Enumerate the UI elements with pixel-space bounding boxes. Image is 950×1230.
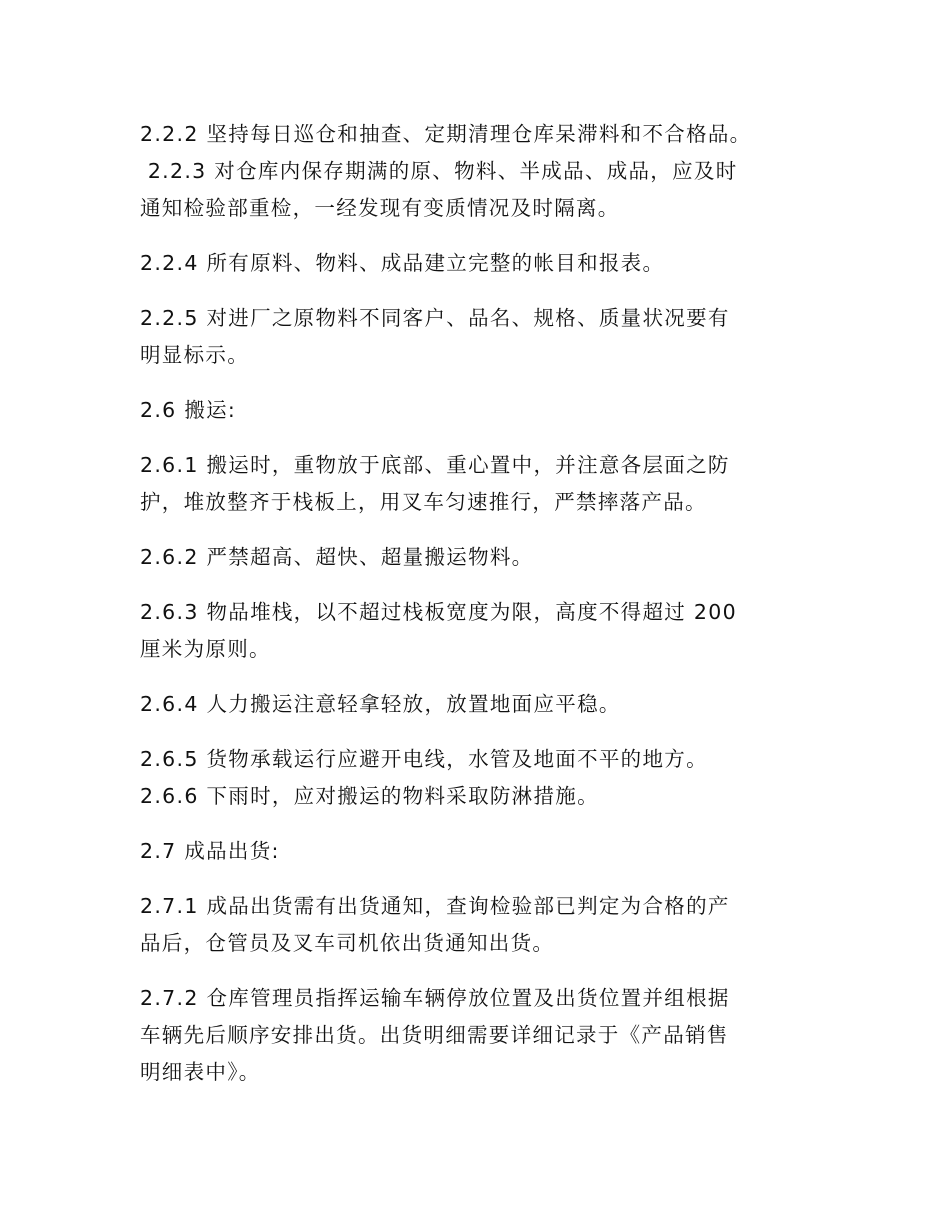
text-line: 通知检验部重检，一经发现有变质情况及时隔离。 [140,196,620,220]
paragraph-2-7-1 [140,888,810,962]
text-line: 2.6.2 严禁超高、超快、超量搬运物料。 [140,545,534,569]
paragraph-2-6-4 [140,686,810,723]
paragraph-2-6-2 [140,539,810,576]
text-line: 车辆先后顺序安排出货。出货明细需要详细记录于《产品销售 [140,1023,729,1047]
paragraph-2-2-5 [140,300,810,374]
text-line: 2.7 成品出货: [140,839,280,863]
paragraph-2-7-2 [140,980,810,1091]
paragraph-2-6-5 [140,741,810,815]
text-line: 2.6.4 人力搬运注意轻拿轻放，放置地面应平稳。 [140,692,621,716]
paragraph-2-6-1 [140,447,810,521]
paragraph-2-2-4 [140,245,810,282]
heading-2-6 [140,392,810,429]
text-line: 2.7.2 仓库管理员指挥运输车辆停放位置及出货位置并组根据 [140,986,730,1010]
text-line: 2.6.1 搬运时，重物放于底部、重心置中，并注意各层面之防 [140,453,730,477]
text-line: 2.2.5 对进厂之原物料不同客户、品名、规格、质量状况要有 [140,306,730,330]
text-line: 厘米为原则。 [140,637,271,661]
text-line: 2.6 搬运: [140,398,237,422]
paragraph-2-6-3 [140,594,810,668]
text-line: 2.6.6 下雨时，应对搬运的物料采取防淋措施。 [140,784,599,808]
text-line: 明显标示。 [140,343,249,367]
text-line: 2.2.2 坚持每日巡仓和抽查、定期清理仓库呆滞料和不合格品。 [140,122,752,146]
paragraph-2-2-2 [140,116,810,227]
text-line: 2.2.3 对仓库内保存期满的原、物料、半成品、成品，应及时 [140,159,738,183]
text-line: 明细表中》。 [140,1060,261,1084]
text-line: 2.6.3 物品堆栈，以不超过栈板宽度为限，高度不得超过 200 [140,600,737,624]
heading-2-7 [140,833,810,870]
text-line: 护，堆放整齐于栈板上，用叉车匀速推行，严禁摔落产品。 [140,490,707,514]
text-line: 2.2.4 所有原料、物料、成品建立完整的帐目和报表。 [140,251,665,275]
text-line: 2.7.1 成品出货需有出货通知，查询检验部已判定为合格的产 [140,894,730,918]
text-line: 2.6.5 货物承载运行应避开电线，水管及地面不平的地方。 [140,747,708,771]
document-body [140,116,810,1091]
text-line: 品后，仓管员及叉车司机依出货通知出货。 [140,931,555,955]
